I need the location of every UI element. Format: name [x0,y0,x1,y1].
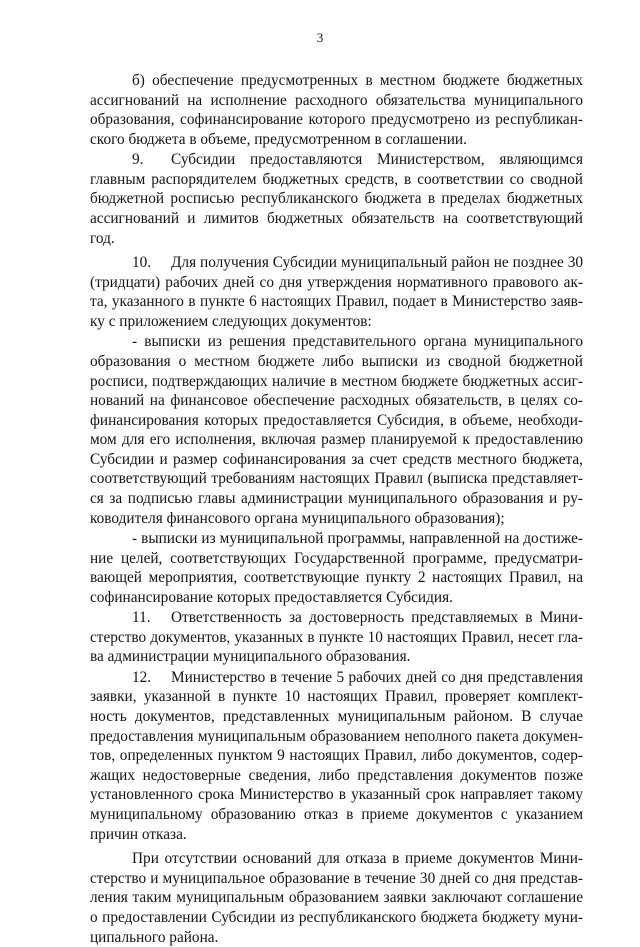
paragraph-9 [90,150,583,248]
paragraph-8b [90,71,583,149]
paragraph-12 [90,668,583,844]
paragraph-10 [90,253,583,331]
paragraph-10-item-2 [90,529,583,607]
paragraph-text: - выписки из решения представительного органа муниципального образования о местном бюджете либо выписки из сводной бюджетной росписи, подтверждающих наличие в местном бюджете бюджетных ассигнований на финансовое обеспечение расходных обязательств, в целях софинансирования которых предоставляется Субсидия, в объеме, необходимом для его исполнения, включая размер планируемой к предоставлению Субсидии и размер софинансирования за счет средств местного бюджета, соответствующий требованиям настоящих Правил (выписка представляется за подписью главы администрации муниципального образования и руководителя финансового органа муниципального образования); [90,333,583,527]
page-number: 3 [316,30,324,45]
document-body [90,71,583,947]
paragraph-text: Субсидии предоставляются Министерством, являющимся главным распорядителем бюджетных средств, в соответствии со сводной бюджетной росписью республиканского бюджета в пределах бюджетных ассигнований и лимитов бюджетных обязательств на соответствующий год. [90,151,583,247]
paragraph-10-item-1 [90,332,583,528]
paragraph-text: Ответственность за достоверность представляемых в Министерство документов, указанных в пункте 10 настоящих Правил, несет глава администрации муниципального образования. [90,609,583,666]
paragraph-number: 12. [132,668,152,686]
paragraph-text: б) обеспечение предусмотренных в местном бюджете бюджетных ассигнований на исполнение расходного обязательства муниципального образования, софинансирование которого предусмотрено из республиканского бюджета в объеме, предусмотренном в соглашении. [90,72,583,148]
paragraph-text: - выписки из муниципальной программы, направленной на достижение целей, соответствующих Государственной программе, предусматривающей мероприятия, соответствующие пункту 2 настоящих Правил, на софинансирование которых предоставляется Субсидия. [90,530,583,606]
paragraph-11 [90,608,583,667]
paragraph-text: Для получения Субсидии муниципальный район не позднее 30 (тридцати) рабочих дней со дня утверждения нормативного правового акта, указанного в пункте 6 настоящих Правил, подает в Министерство заявку с приложением следующих документов: [90,254,583,330]
paragraph-text: Министерство в течение 5 рабочих дней со дня представления заявки, указанной в пункте 10 настоящих Правил, проверяет комплектность документов, представленных муниципальным районом. В случае предоставления муниципальным образованием неполного пакета документов, определенных пунктом 9 настоящих Правил, либо документов, содержащих недостоверные сведения, либо представления документов позже установленного срока Министерство в указанный срок направляет такому муниципальному образованию отказ в приеме документов с указанием причин отказа. [90,668,583,843]
paragraph-number: 9. [132,151,144,169]
paragraph-text: При отсутствии оснований для отказа в приеме документов Министерство и муниципальное образование в течение 30 дней со дня представления таким муниципальным образованием заявки заключают соглашение о предоставлении Субсидии из республиканского бюджета бюджету муниципального района. [90,850,583,946]
paragraph-number: 11. [132,609,151,627]
paragraph-12-continuation [90,849,583,947]
paragraph-number: 10. [132,254,152,272]
